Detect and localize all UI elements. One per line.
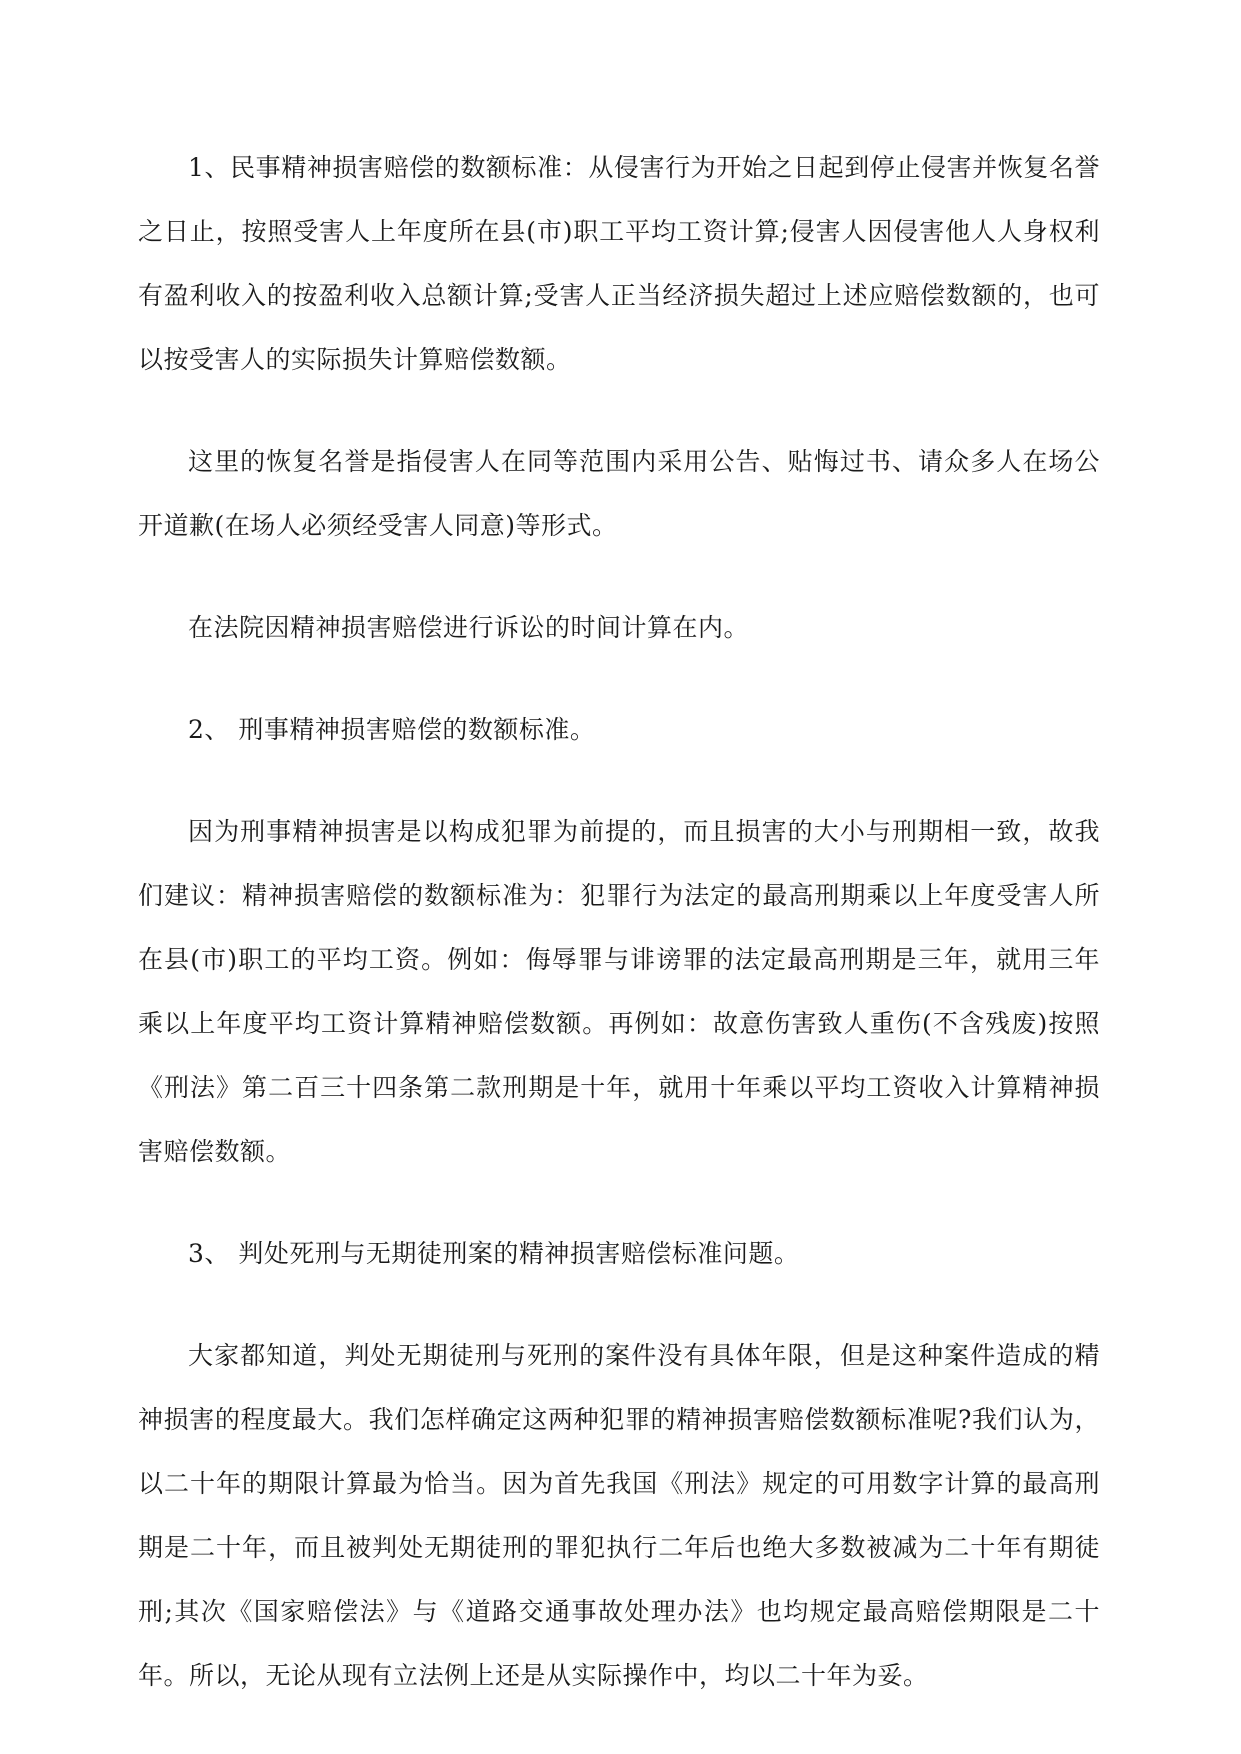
heading-criminal-compensation-standard: 2、 刑事精神损害赔偿的数额标准。 [188, 715, 596, 744]
paragraph-death-life-sentence-detail: 大家都知道，判处无期徒刑与死刑的案件没有具体年限，但是这种案件造成的精神损害的程度最大。我们怎样确定这两种犯罪的精神损害赔偿数额标准呢?我们认为，以二十年的期限计算最为恰当。因为首先我国《刑法》规定的可用数字计算的最高刑期是二十年，而且被判处无期徒刑的罪犯执行二年后也绝大多数被减为二十年有期徒刑;其次《国家赔偿法》与《道路交通事故处理办法》也均规定最高赔偿期限是二十年。所以，无论从现有立法例上还是从实际操作中，均以二十年为妥。 [138, 1341, 1100, 1690]
paragraph-civil-compensation-standard: 1、民事精神损害赔偿的数额标准：从侵害行为开始之日起到停止侵害并恢复名誉之日止，按照受害人上年度所在县(市)职工平均工资计算;侵害人因侵害他人人身权利有盈利收入的按盈利收入总额计算;受害人正当经济损失超过上述应赔偿数额的，也可以按受害人的实际损失计算赔偿数额。 [138, 153, 1100, 374]
paragraph-criminal-compensation-detail: 因为刑事精神损害是以构成犯罪为前提的，而且损害的大小与刑期相一致，故我们建议：精神损害赔偿的数额标准为：犯罪行为法定的最高刑期乘以上年度受害人所在县(市)职工的平均工资。例如：侮辱罪与诽谤罪的法定最高刑期是三年，就用三年乘以上年度平均工资计算精神赔偿数额。再例如：故意伤害致人重伤(不含残废)按照《刑法》第二百三十四条第二款刑期是十年，就用十年乘以平均工资收入计算精神损害赔偿数额。 [138, 817, 1100, 1166]
heading-death-life-sentence: 3、 判处死刑与无期徒刑案的精神损害赔偿标准问题。 [188, 1239, 800, 1268]
paragraph-reputation-restoration: 这里的恢复名誉是指侵害人在同等范围内采用公告、贴悔过书、请众多人在场公开道歉(在场人必须经受害人同意)等形式。 [138, 447, 1100, 540]
document-body [138, 136, 1100, 1746]
paragraph-litigation-time: 在法院因精神损害赔偿进行诉讼的时间计算在内。 [188, 613, 750, 642]
